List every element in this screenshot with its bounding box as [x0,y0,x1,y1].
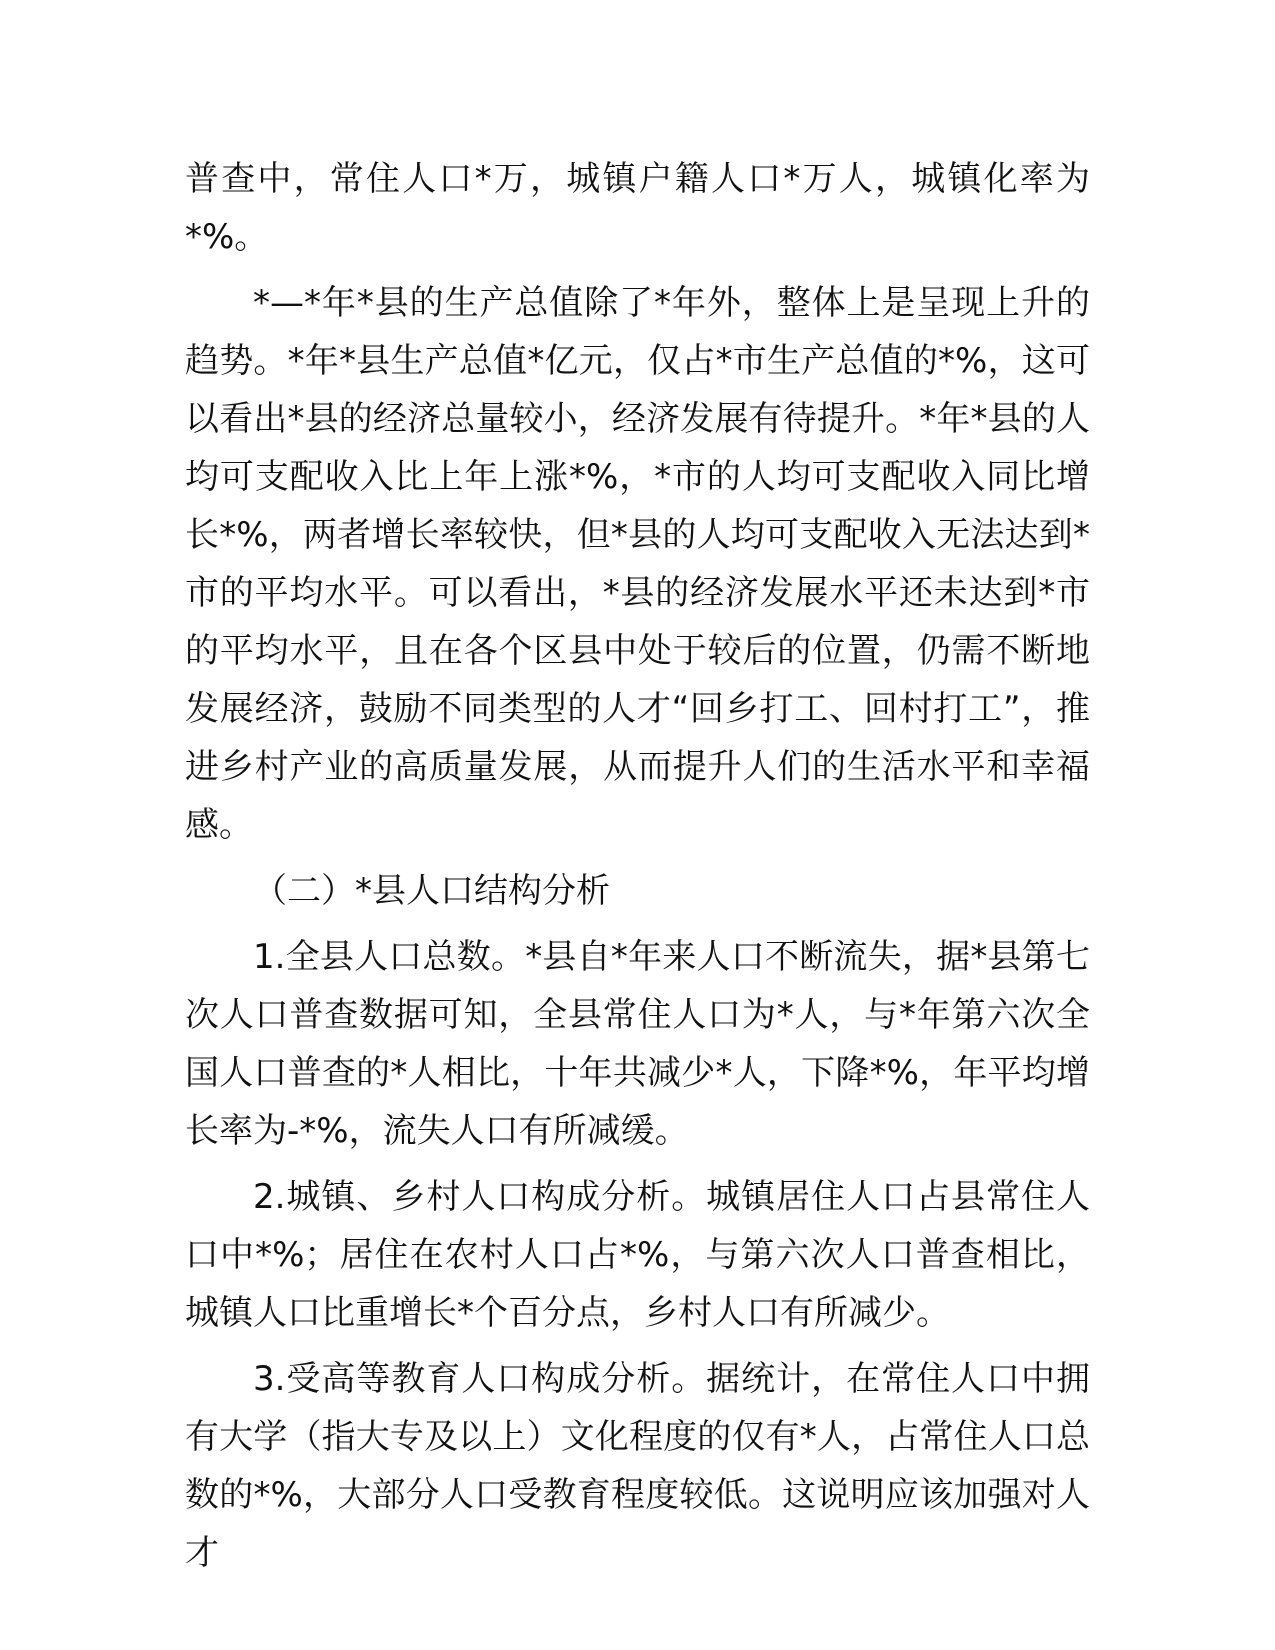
paragraph-continued: 普查中，常住人口*万，城镇户籍人口*万人，城镇化率为*%。 [185,159,1090,257]
document-body [185,150,1090,1590]
section-heading: （二）*县人口结构分析 [253,871,610,911]
paragraph-population-total: 1.全县人口总数。*县自*年来人口不断流失，据*县第七次人口普查数据可知，全县常住人口为*人，与*年第六次全国人口普查的*人相比，十年共减少*人，下降*%，年平均增长率为-*%，流失人口有所减缓。 [185,937,1090,1151]
paragraph-economy: *—*年*县的生产总值除了*年外，整体上是呈现上升的趋势。*年*县生产总值*亿元，仅占*市生产总值的*%，这可以看出*县的经济总量较小，经济发展有待提升。*年*县的人均可支配收入比上年上涨*%，*市的人均可支配收入同比增长*%，两者增长率较快，但*县的人均可支配收入无法达到*市的平均水平。可以看出，*县的经济发展水平还未达到*市的平均水平，且在各个区县中处于较后的位置，仍需不断地发展经济，鼓励不同类型的人才“回乡打工、回村打工”，推进乡村产业的高质量发展，从而提升人们的生活水平和幸福感。 [185,283,1090,845]
paragraph-education: 3.受高等教育人口构成分析。据统计，在常住人口中拥有大学（指大专及以上）文化程度的仅有*人，占常住人口总数的*%，大部分人口受教育程度较低。这说明应该加强对人才 [185,1359,1090,1573]
paragraph-urban-rural: 2.城镇、乡村人口构成分析。城镇居住人口占县常住人口中*%；居住在农村人口占*%，与第六次人口普查相比，城镇人口比重增长*个百分点，乡村人口有所减少。 [185,1177,1090,1333]
